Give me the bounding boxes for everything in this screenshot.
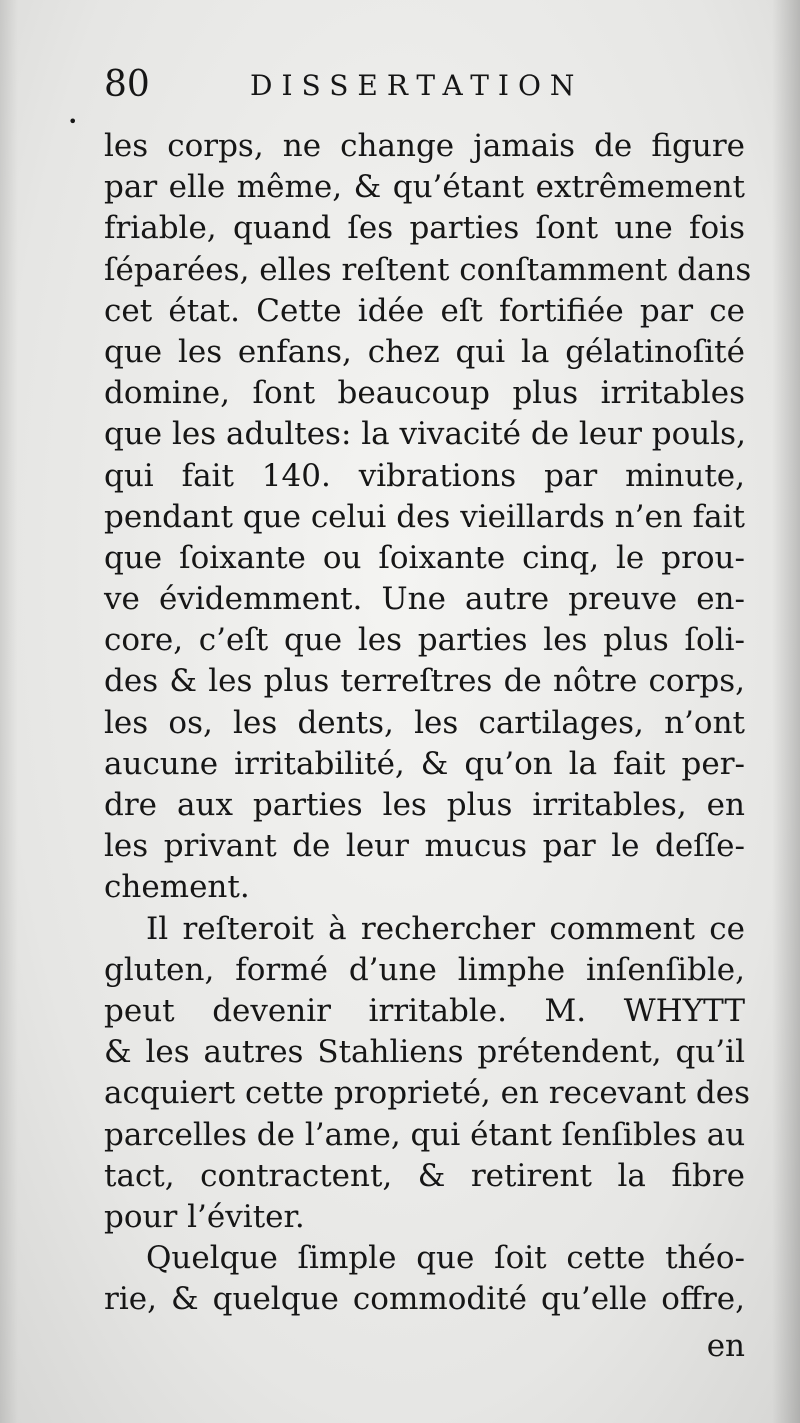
text-line: que ſoixante ou ſoixante cinq, le prou- xyxy=(104,539,745,576)
text-line: dre aux parties les plus irritables, en xyxy=(104,787,745,823)
text-line: acquiert cette proprieté, en recevant des xyxy=(104,1075,751,1112)
text-line: les privant de leur mucus par le deſſe- xyxy=(104,828,745,865)
text-line: par elle même, & qu’étant extrêmement xyxy=(104,169,745,206)
text-line: aucune irritabilité, & qu’on la fait per- xyxy=(104,745,745,782)
text-line: gluten, formé d’une limphe inſenſible, xyxy=(104,951,745,988)
text-line: Il reſteroit à rechercher comment ce xyxy=(146,910,745,947)
running-head xyxy=(104,62,744,108)
margin-mark: • xyxy=(68,112,78,131)
text-line: qui fait 140. vibrations par minute, xyxy=(104,457,745,494)
text-line: domine, ſont beaucoup plus irritables xyxy=(104,375,745,412)
page-edge-shadow-right xyxy=(772,0,800,1423)
text-line: ve évidemment. Une autre preuve en- xyxy=(104,581,745,618)
text-line: cet état. Cette idée eſt fortifiée par ce xyxy=(104,292,745,329)
running-title: DISSERTATION xyxy=(250,69,584,102)
text-line: ſéparées, elles reſtent conſtamment dans xyxy=(104,251,752,288)
text-line: rie, & quelque commodité qu’elle offre, xyxy=(104,1281,745,1318)
page-edge-shadow-left xyxy=(0,0,18,1423)
text-line: Quelque ſimple que ſoit cette théo- xyxy=(146,1240,745,1277)
catchword: en xyxy=(706,1328,745,1364)
text-line: peut devenir irritable. M. WHYTT xyxy=(104,992,745,1029)
text-line: parcelles de l’ame, qui étant ſenſibles au xyxy=(104,1116,746,1153)
text-line: les corps, ne change jamais de figure xyxy=(104,128,745,164)
text-line: les os, les dents, les cartilages, n’ont xyxy=(104,704,745,741)
text-line: & les autres Stahliens prétendent, qu’il xyxy=(104,1034,745,1071)
text-line: que les enfans, chez qui la gélatinoſité xyxy=(104,333,745,370)
text-line: que les adultes: la vivacité de leur pouls, xyxy=(104,416,746,453)
text-line: core, c’eſt que les parties les plus ſoli- xyxy=(104,622,745,659)
text-line: pendant que celui des vieillards n’en fait xyxy=(104,498,745,535)
text-line: friable, quand ſes parties ſont une fois xyxy=(104,210,745,247)
text-line: pour l’éviter. xyxy=(104,1198,305,1235)
body-text xyxy=(104,126,752,1320)
text-line: chement. xyxy=(104,869,250,906)
text-line: des & les plus terreſtres de nôtre corps, xyxy=(104,663,745,700)
page-number: 80 xyxy=(104,64,150,105)
text-line: tact, contractent, & retirent la fibre xyxy=(104,1157,745,1194)
